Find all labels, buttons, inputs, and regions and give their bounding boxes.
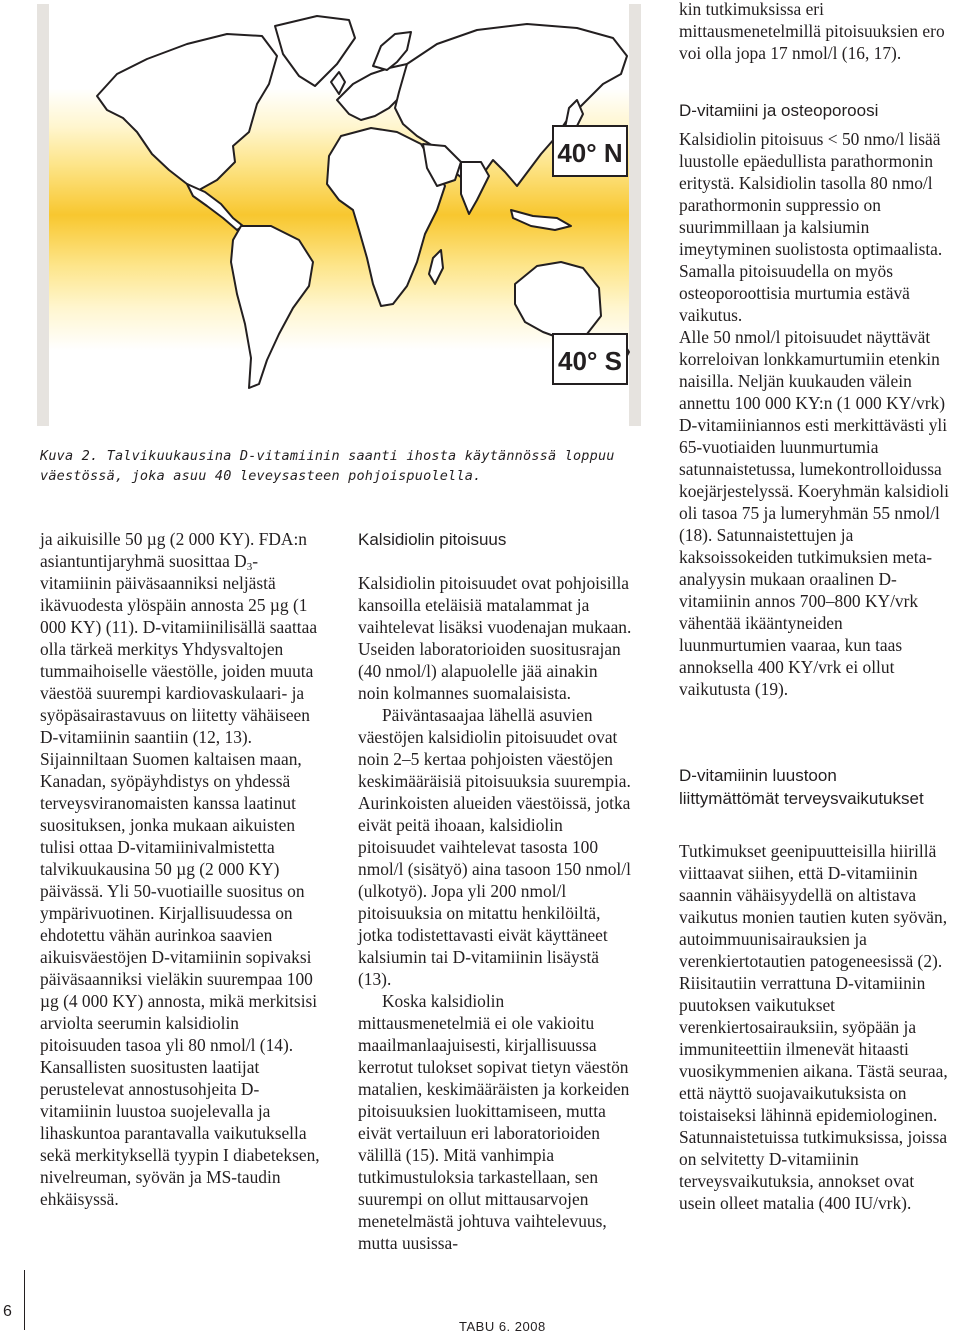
heading-osteoporoosi: D-vitamiini ja osteoporoosi (679, 101, 879, 120)
col2-paragraph-2: Päiväntasaajaa lähellä asuvien väestöjen kalsidiolin pitoisuudet ovat noin 2–5 kertaa pohjoisten väestöjen keskimääräisiä pitoisuuksia suurempia. Aurinkoisten alueiden väestöissä, jotka eivät peitä ihoaan, kalsidiolin pitoisuudet vaihtelevat tasosta 100 nmol/l (sisätyö) aina tasoon 150 nmol/l (ulkotyö). Jopa yli 200 nmol/l pitoisuuksia on mitattu henkilöiltä, jotka todistettavasti eivät käyttäneet kalsiumin tai D-vitamiinin lisäystä (13). (358, 705, 631, 989)
figure-caption (40, 446, 640, 486)
col3-paragraph-1: Kalsidiolin pitoisuus < 50 nmo/l lisää luustolle epäedullista parathormonin eritystä. Kalsidiolin tasolla 80 nmo/l parathormonin suppressio on suurimmillaan ja kalsiumin imeytyminen suolistosta optimaalista. Samalla pitoisuudella on myös osteoporoottisia murtumia estävä vaikutus. (679, 129, 943, 325)
label-north: 40° N (557, 138, 623, 168)
col1-subscript: 3 (246, 561, 253, 573)
col3-paragraph-2: Alle 50 nmol/l pitoisuudet näyttävät korreloivan lonkkamurtumiin etenkin naisilla. Neljän kuukauden välein annettu 100 000 KY:n (1 000 KY/vrk) D-vitamiiniannos esti merkittävästi yli 65-vuotiaiden luunmurtumia satunnaistetussa, lumekontrolloidussa koejärjestelyssä. Koeryhmän kalsidioli oli tasoa 75 ja lumeryhmän 55 nmol/l (18). Satunnaistettujen ja kaksoissokeiden tutkimuksien meta-analyysin mukaan oraalinen D-vitamiinin annos 700–800 KY/vrk vähentää ikääntyneiden luunmurtumien vaaraa, kun taas annoksella 400 KY/vrk ei ollut vaikutusta (19). (679, 327, 949, 699)
column-2 (358, 572, 632, 1254)
caption-line-2: väestössä, joka asuu 40 leveysasteen pohjoispuolella. (40, 468, 482, 484)
page-edge-line (24, 1270, 25, 1330)
col1-text-b: -vitamiinin päiväsaanniksi neljästä ikävuodesta ylöspäin annosta 25 µg (1 000 KY) (11). D-vitamiinilisällä saattaa olla tärkeä merkitys Yhdysvaltojen tummaihoiselle väestölle, joiden muuta väestöä suurempi kardiovaskulaari- ja syöpäsairastavuus on liitetty vähäiseen D-vitamiinin saantiin (12, 13). Sijainniltaan Suomen kaltaisen maan, Kanadan, syöpäyhdistys on yhdessä terveysviranomaisten kanssa laatinut suosituksen, jonka mukaan aikuisten tulisi ottaa D-vitamiinivalmistetta talvikuukausina 50 µg (2 000 KY) päivässä. Yli 50-vuotiaille suositus on ympärivuotinen. Kirjallisuudessa on ehdotettu vähän aurinkoa saavien aikuisväestöjen D-vitamiinin sopivaksi päiväsaanniksi vieläkin suurempaa 100 µg (4 000 KY) annosta, mikä merkitsisi arviolta seerumin kalsidiolin pitoisuuden tasoa yli 80 nmol/l (14). Kansallisten suositusten laatijat perustelevat annostusohjeita D-vitamiinin luustoa suojelevalla ja lihaskuntoa parantavalla vaikutuksella sekä merkityksellä tyypin I diabeteksen, nivelreuman, syövän ja MS-taudin ehkäisyssä. (40, 551, 320, 1209)
caption-line-1: Kuva 2. Talvikuukausina D-vitamiinin saanti ihosta käytännössä loppuu (40, 448, 615, 464)
col1-text-a: ja aikuisille 50 µg (2 000 KY). FDA:n asiantuntijaryhmä suosittaa D (40, 529, 307, 571)
heading-terveysvaikutukset: D-vitamiinin luustoon liittymättömät terveysvaikutukset (679, 766, 924, 808)
col2-paragraph-1: Kalsidiolin pitoisuudet ovat pohjoisilla kansoilla eteläisiä matalammat ja vaihtelevat lisäksi vuodenajan mukaan. Useiden laboratorioiden suositusrajan (40 nmol/l) alapuolelle jää ainakin noin kolmannes suomalaisista. (358, 573, 632, 703)
col1-paragraph (40, 528, 322, 1210)
column-3-main (679, 128, 953, 700)
column-1 (40, 528, 322, 1210)
col3-top-paragraph: kin tutkimuksissa eri mittausmenetelmillä pitoisuuksien ero voi olla jopa 17 nmol/l (16, 17). (679, 0, 945, 63)
col2-paragraph-3: Koska kalsidiolin mittausmenetelmiä ei ole vakioitu maailmanlaajuisesti, kirjallisuussa kerrotut tulokset sopivat tietyn väestön matalien, keskimääräisten ja korkeiden pitoisuuksien luokittamiseen, mutta eivät vertailuun eri laboratorioiden välillä (15). Mitä vanhimpia tutkimustuloksia tarkastellaan, sen suurempi on ollut mittausarvojen menetelmästä johtuva vaihtelevuus, mutta uusissa- (358, 991, 630, 1253)
column-3-bottom (679, 840, 953, 1214)
frame-left (37, 4, 49, 426)
footer-journal: TABU 6. 2008 (459, 1319, 546, 1334)
label-south: 40° S (558, 346, 622, 376)
heading-kalsidiolin-pitoisuus: Kalsidiolin pitoisuus (358, 530, 507, 549)
column-3-top (679, 0, 953, 64)
world-map-figure (37, 4, 641, 426)
page-number: 6 (3, 1303, 12, 1320)
frame-right (629, 4, 641, 426)
world-map-svg (37, 4, 641, 426)
col3-paragraph-3: Tutkimukset geenipuutteisilla hiirillä viittaavat siihen, että D-vitamiinin saannin vähäisyydellä on altistava vaikutus monien tautien kuten syövän, autoimmuunisairauksien ja verenkiertotautien patogeneesissä (2). Riisitautiin verrattuna D-vitamiinin puutoksen vaikutukset verenkiertosairauksiin, syöpään ja immuniteettiin ilmenevät hitaasti vuosikymmenien aikana. Tästä seuraa, että näyttö suojavaikutuksista on toistaiseksi lähinnä epidemiologinen. Satunnaistetuissa tutkimuksissa, joissa on selvitetty D-vitamiinin terveysvaikutuksia, annokset ovat usein olleet matalia (400 IU/vrk). (679, 841, 948, 1213)
